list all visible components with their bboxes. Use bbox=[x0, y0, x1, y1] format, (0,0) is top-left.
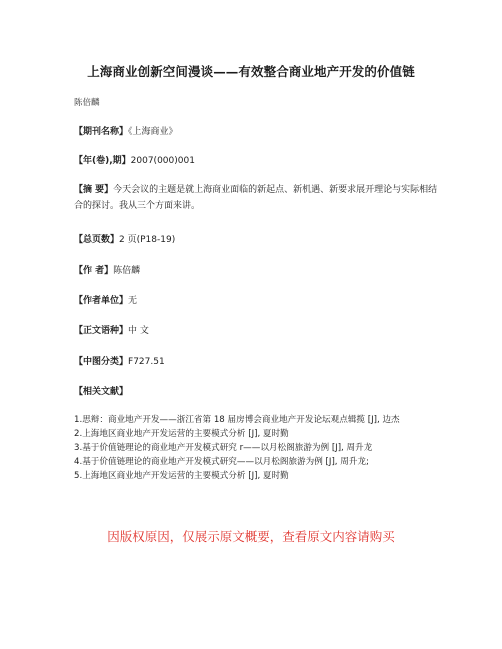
reference-item[interactable]: 2.上海地区商业地产开发运营的主要模式分析 [J], 夏时勤 bbox=[74, 429, 289, 439]
field-classification bbox=[74, 354, 438, 370]
field-label: 【作 者】 bbox=[74, 266, 114, 276]
reference-item[interactable]: 5.上海地区商业地产开发运营的主要模式分析 [J], 夏时勤 bbox=[74, 471, 289, 481]
field-value: 无 bbox=[128, 296, 138, 306]
article-title: 上海商业创新空间漫谈——有效整合商业地产开发的价值链 bbox=[87, 64, 415, 79]
field-value: 中 文 bbox=[128, 326, 149, 336]
field-author-affiliation bbox=[74, 293, 438, 309]
field-label: 【作者单位】 bbox=[74, 296, 129, 306]
references-list bbox=[74, 413, 440, 483]
field-abstract bbox=[74, 182, 438, 214]
field-value: 陈倍麟 bbox=[113, 266, 141, 276]
field-value: F727.51 bbox=[128, 357, 165, 367]
copyright-notice: 因版权原因，仅展示原文概要，查看原文内容请购买 bbox=[107, 529, 395, 544]
field-authors bbox=[74, 263, 438, 279]
field-label: 【正文语种】 bbox=[74, 326, 129, 336]
field-label: 【摘 要】 bbox=[74, 185, 114, 195]
field-label: 【年(卷),期】 bbox=[74, 156, 131, 166]
field-label: 【中图分类】 bbox=[74, 357, 129, 367]
reference-item[interactable]: 4.基于价值链理论的商业地产开发模式研究——以月松阁旅游为例 [J], 周升龙; bbox=[74, 457, 369, 467]
field-value: 今天会议的主题是就上海商业面临的新起点、新机遇、新要求展开理论与实际相结合的探讨。我从三个方面来讲。 bbox=[74, 185, 438, 211]
field-page-count bbox=[74, 232, 438, 248]
reference-item[interactable]: 1.思辩：商业地产开发——浙江省第 18 届房博会商业地产开发论坛观点辑揽 [J], 边杰 bbox=[74, 415, 400, 425]
reference-item[interactable]: 3.基于价值链理论的商业地产开发模式研究 r——以月松阁旅游为例 [J], 周升龙 bbox=[74, 443, 373, 453]
field-year-volume bbox=[74, 153, 438, 169]
field-value: 2 页(P18-19) bbox=[119, 235, 176, 245]
field-value: 2007(000)001 bbox=[130, 156, 195, 166]
field-journal-name bbox=[74, 124, 438, 140]
field-language bbox=[74, 323, 438, 339]
article-author: 陈倍麟 bbox=[74, 98, 100, 108]
field-label: 【期刊名称】 bbox=[74, 127, 129, 137]
references-heading: 【相关文献】 bbox=[74, 387, 129, 397]
field-value: 《上海商业》 bbox=[128, 127, 178, 137]
field-label: 【总页数】 bbox=[74, 235, 120, 245]
